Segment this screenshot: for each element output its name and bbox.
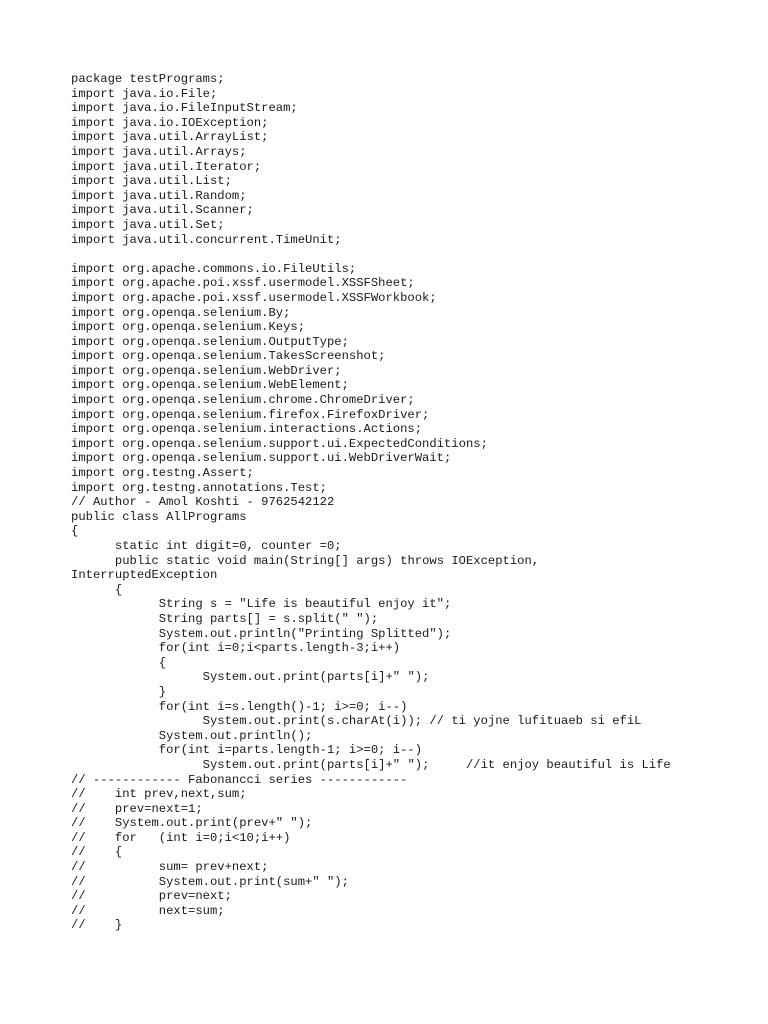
code-line: import org.openqa.selenium.chrome.ChromeDriver; bbox=[71, 393, 415, 408]
code-listing bbox=[71, 72, 671, 933]
code-line: import org.apache.commons.io.FileUtils; bbox=[71, 261, 357, 276]
code-line: import org.openqa.selenium.TakesScreenshot; bbox=[71, 349, 386, 364]
code-line: import org.testng.annotations.Test; bbox=[71, 480, 327, 495]
code-line: // prev=next=1; bbox=[71, 801, 203, 816]
code-line: import java.io.IOException; bbox=[71, 115, 269, 130]
code-line: import java.util.concurrent.TimeUnit; bbox=[71, 232, 342, 247]
code-line: // next=sum; bbox=[71, 903, 225, 918]
code-line: // System.out.print(sum+" "); bbox=[71, 874, 349, 889]
code-line: String parts[] = s.split(" "); bbox=[71, 611, 379, 626]
code-line: for(int i=parts.length-1; i>=0; i--) bbox=[71, 743, 423, 758]
code-line: // Author - Amol Koshti - 9762542122 bbox=[71, 495, 335, 510]
code-line: import java.util.Iterator; bbox=[71, 159, 262, 174]
code-line: String s = "Life is beautiful enjoy it"; bbox=[71, 597, 452, 612]
code-line: for(int i=0;i<parts.length-3;i++) bbox=[71, 641, 401, 656]
code-line: import org.openqa.selenium.Keys; bbox=[71, 320, 306, 335]
code-line: static int digit=0, counter =0; bbox=[71, 539, 342, 553]
code-line: System.out.print(parts[i]+" "); //it enjoy beautiful is Life bbox=[71, 757, 671, 772]
code-line: package testPrograms; bbox=[71, 72, 225, 86]
code-line: } bbox=[71, 684, 167, 699]
code-line: import java.util.ArrayList; bbox=[71, 130, 269, 145]
code-line: import org.openqa.selenium.By; bbox=[71, 305, 291, 320]
code-line: // { bbox=[71, 845, 123, 860]
code-line: import java.io.File; bbox=[71, 86, 218, 101]
code-line: import java.io.FileInputStream; bbox=[71, 101, 298, 116]
code-line: // prev=next; bbox=[71, 889, 232, 904]
code-line: import org.openqa.selenium.WebElement; bbox=[71, 378, 349, 393]
code-line: import org.openqa.selenium.support.ui.WebDriverWait; bbox=[71, 451, 452, 466]
code-line: import java.util.Set; bbox=[71, 217, 225, 232]
code-line: import org.openqa.selenium.firefox.FirefoxDriver; bbox=[71, 407, 430, 422]
code-line bbox=[71, 247, 671, 262]
code-line: { bbox=[71, 524, 79, 539]
code-line: import org.apache.poi.xssf.usermodel.XSSFSheet; bbox=[71, 276, 415, 291]
code-line: public class AllPrograms bbox=[71, 509, 247, 524]
code-line: import org.openqa.selenium.interactions.Actions; bbox=[71, 422, 423, 437]
code-line: // int prev,next,sum; bbox=[71, 787, 247, 802]
code-line: import java.util.Arrays; bbox=[71, 144, 247, 159]
code-line: System.out.print(parts[i]+" "); bbox=[71, 670, 430, 685]
code-line: { bbox=[71, 655, 167, 670]
code-line: import org.openqa.selenium.OutputType; bbox=[71, 334, 349, 349]
code-line: // for (int i=0;i<10;i++) bbox=[71, 830, 291, 845]
code-line: { bbox=[71, 582, 123, 597]
code-line: for(int i=s.length()-1; i>=0; i--) bbox=[71, 699, 408, 714]
code-line: // ------------ Fabonancci series ------------ bbox=[71, 772, 408, 787]
code-line: System.out.print(s.charAt(i)); // ti yojne lufituaeb si efiL bbox=[71, 714, 642, 729]
code-line: System.out.println(); bbox=[71, 728, 313, 743]
code-line: System.out.println("Printing Splitted"); bbox=[71, 626, 452, 641]
code-line: InterruptedException bbox=[71, 568, 218, 583]
code-line: import org.testng.Assert; bbox=[71, 466, 254, 481]
code-line: import java.util.Scanner; bbox=[71, 203, 254, 218]
code-line: // System.out.print(prev+" "); bbox=[71, 816, 313, 831]
code-line: import org.openqa.selenium.WebDriver; bbox=[71, 363, 342, 378]
code-line: // sum= prev+next; bbox=[71, 860, 269, 875]
code-line: import org.openqa.selenium.support.ui.ExpectedConditions; bbox=[71, 436, 488, 451]
code-line: import java.util.Random; bbox=[71, 188, 247, 203]
code-line: import org.apache.poi.xssf.usermodel.XSSFWorkbook; bbox=[71, 290, 437, 305]
code-line: // } bbox=[71, 918, 123, 933]
code-line: public static void main(String[] args) throws IOException, bbox=[71, 553, 540, 568]
code-line: import java.util.List; bbox=[71, 174, 232, 189]
